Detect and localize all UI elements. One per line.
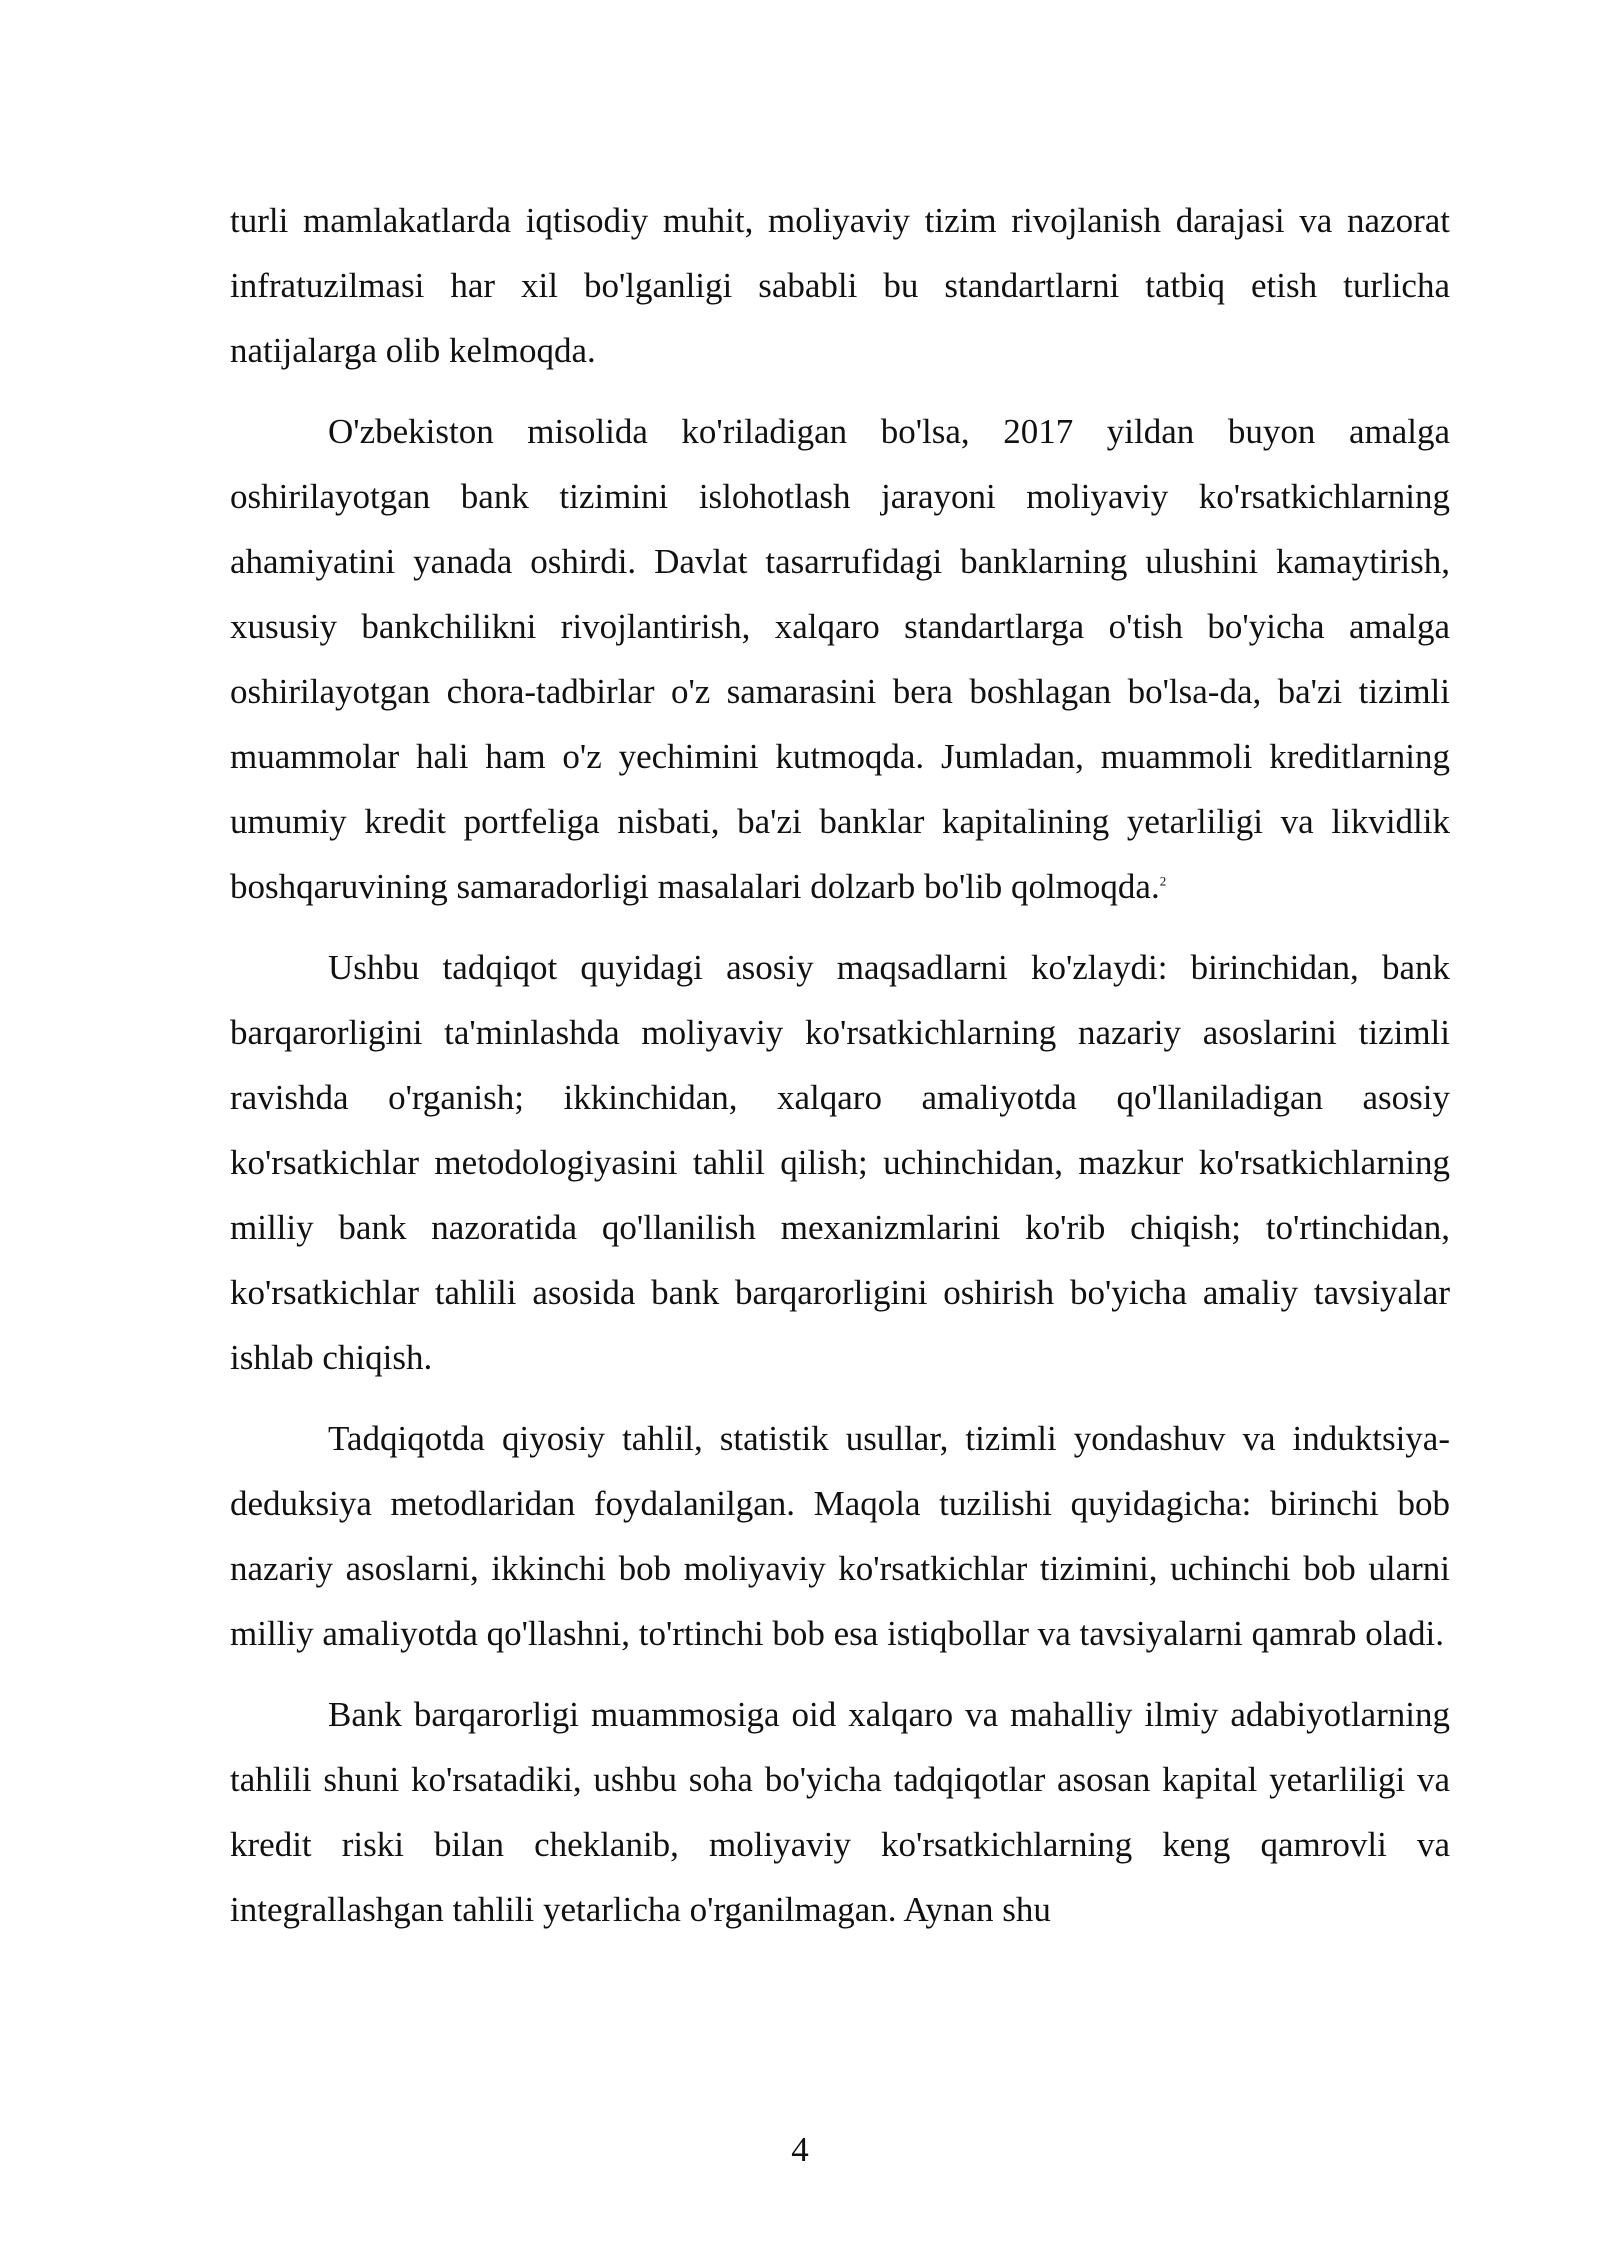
paragraph-uzbekistan-reform (230, 399, 1450, 919)
paragraph-methods-structure: Tadqiqotda qiyosiy tahlil, statistik usullar, tizimli yondashuv va induktsiya-deduksiya metodlaridan foydalanilgan. Maqola tuzilishi quyidagicha: birinchi bob nazariy asoslarni, ikkinchi bob moliyaviy ko'rsatkichlar tizimini, uchinchi bob ularni milliy amaliyotda qo'llashni, to'rtinchi bob esa istiqbollar va tavsiyalarni qamrab oladi. (230, 1419, 1450, 1653)
paragraph-literature-review: Bank barqarorligi muammosiga oid xalqaro va mahalliy ilmiy adabiyotlarning tahlili shuni ko'rsatadiki, ushbu soha bo'yicha tadqiqotlar asosan kapital yetarliligi va kredit riski bilan cheklanib, moliyaviy ko'rsatkichlarning keng qamrovli va integrallashgan tahlili yetarlicha o'rganilmagan. Aynan shu (230, 1695, 1450, 1929)
page-number: 4 (791, 2130, 809, 2169)
paragraph-text: O'zbekiston misolida ko'riladigan bo'lsa, 2017 yildan buyon amalga oshirilayotgan bank tizimini islohotlash jarayoni moliyaviy ko'rsatkichlarning ahamiyatini yanada oshirdi. Davlat tasarrufidagi banklarning ulushini kamaytirish, xususiy bankchilikni rivojlantirish, xalqaro standartlarga o'tish bo'yicha amalga oshirilayotgan chora-tadbirlar o'z samarasini bera boshlagan bo'lsa-da, ba'zi tizimli muammolar hali ham o'z yechimini kutmoqda. Jumladan, muammoli kreditlarning umumiy kredit portfeliga nisbati, ba'zi banklar kapitalining yetarliligi va likvidlik boshqaruvining samaradorligi masalalari dolzarb bo'lib qolmoqda. (230, 412, 1450, 906)
document-body (230, 188, 1450, 1942)
paragraph-research-goals: Ushbu tadqiqot quyidagi asosiy maqsadlarni ko'zlaydi: birinchidan, bank barqarorligini ta'minlashda moliyaviy ko'rsatkichlarning nazariy asoslarini tizimli ravishda o'rganish; ikkinchidan, xalqaro amaliyotda qo'llaniladigan asosiy ko'rsatkichlar metodologiyasini tahlil qilish; uchinchidan, mazkur ko'rsatkichlarning milliy bank nazoratida qo'llanilish mexanizmlarini ko'rib chiqish; to'rtinchidan, ko'rsatkichlar tahlili asosida bank barqarorligini oshirish bo'yicha amaliy tavsiyalar ishlab chiqish. (230, 948, 1450, 1377)
paragraph-continuation: turli mamlakatlarda iqtisodiy muhit, moliyaviy tizim rivojlanish darajasi va nazorat infratuzilmasi har xil bo'lganligi sababli bu standartlarni tatbiq etish turlicha natijalarga olib kelmoqda. (230, 201, 1450, 370)
footnote-reference[interactable]: 2 (1159, 873, 1167, 889)
